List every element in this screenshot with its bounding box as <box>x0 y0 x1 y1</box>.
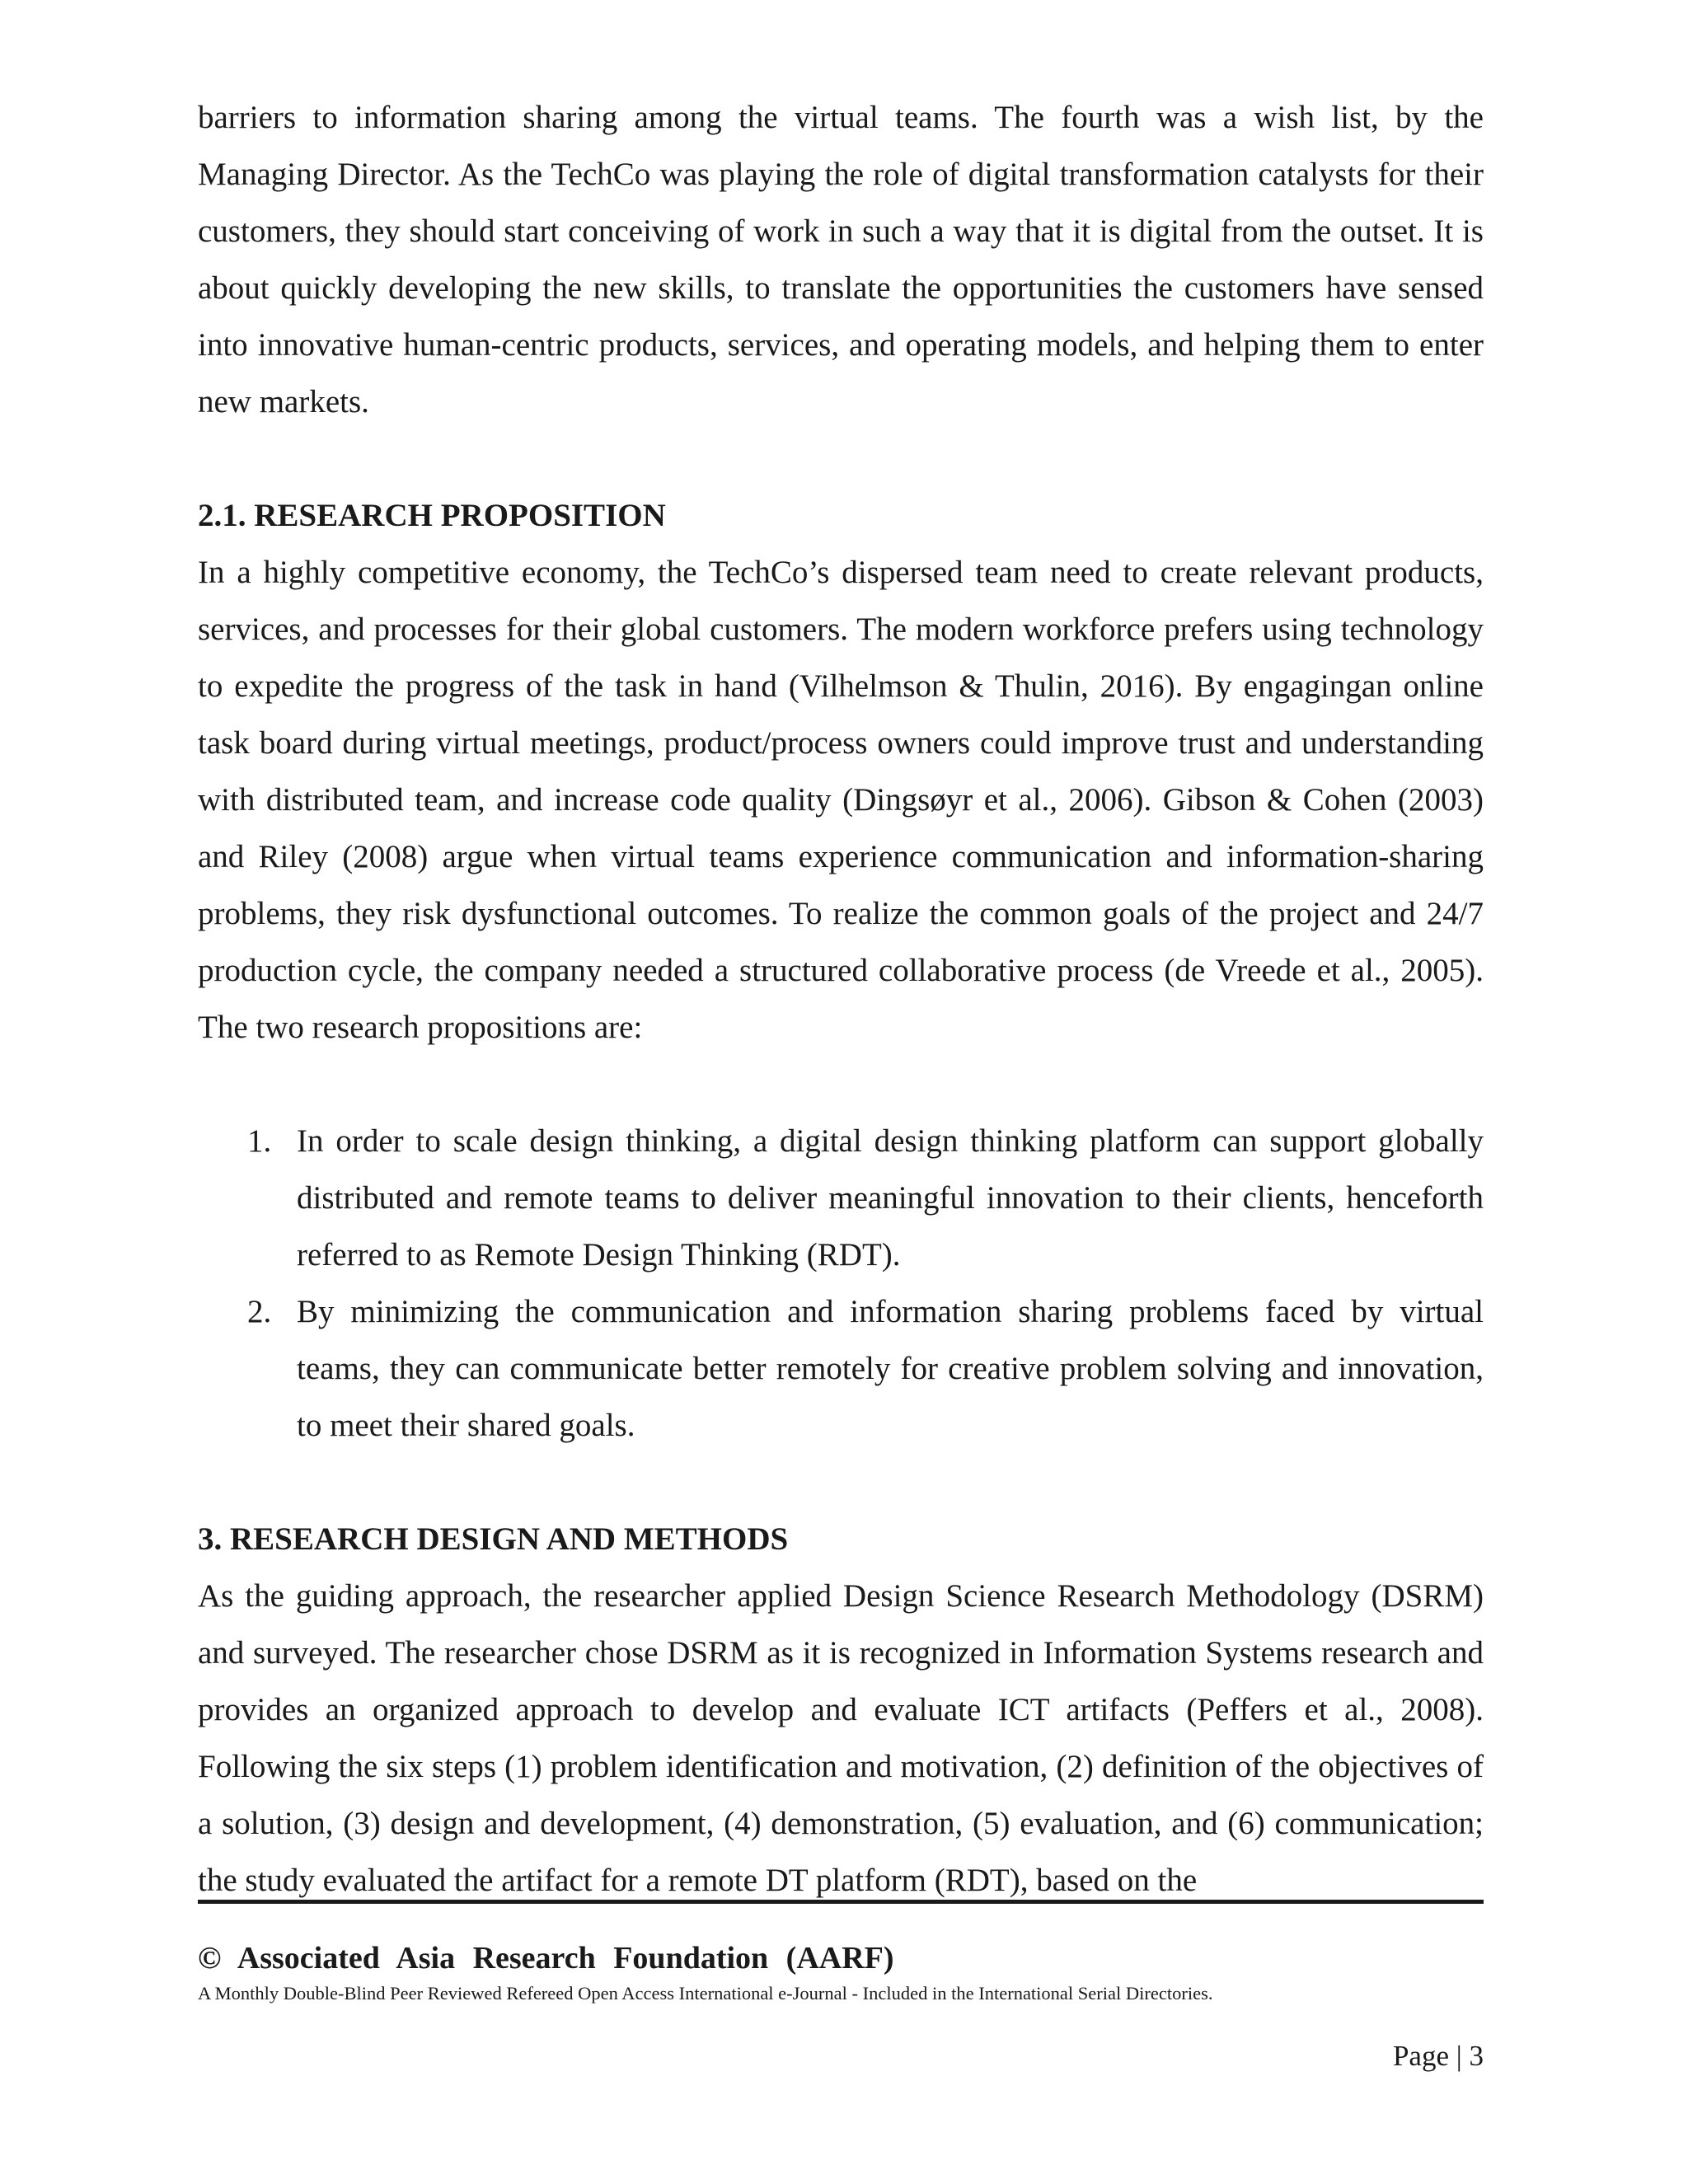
section-heading-research-proposition: 2.1. RESEARCH PROPOSITION <box>198 498 666 533</box>
footer-subtitle: A Monthly Double-Blind Peer Reviewed Refereed Open Access International e-Journal - Included in the International Serial Directories. <box>198 1983 1213 2004</box>
footer-title: © Associated Asia Research Foundation (AARF) <box>198 1941 894 1975</box>
research-proposition-paragraph: In a highly competitive economy, the TechCo’s dispersed team need to create relevant products, services, and processes for their global customers. The modern workforce prefers using technology to expedite the progress of the task in hand (Vilhelmson & Thulin, 2016). By engagingan online task board during virtual meetings, product/process owners could improve trust and understanding with distributed team, and increase code quality (Dingsøyr et al., 2006). Gibson & Cohen (2003) and Riley (2008) argue when virtual teams experience communication and information-sharing problems, they risk dysfunctional outcomes. To realize the common goals of the project and 24/7 production cycle, the company needed a structured collaborative process (de Vreede et al., 2005). The two research propositions are: <box>198 555 1484 1045</box>
list-item <box>198 1283 1484 1454</box>
list-item-number: 2. <box>247 1294 272 1329</box>
list-item-number: 1. <box>247 1123 272 1159</box>
footer-divider <box>198 1900 1484 1904</box>
page-number: Page | 3 <box>1392 2040 1484 2072</box>
section-heading-research-design: 3. RESEARCH DESIGN AND METHODS <box>198 1521 789 1557</box>
propositions-list <box>198 1113 1484 1454</box>
spacer <box>198 1056 1484 1113</box>
intro-paragraph: barriers to information sharing among the virtual teams. The fourth was a wish list, by the Managing Director. As the TechCo was playing the role of digital transformation catalysts for their customers, they should start conceiving of work in such a way that it is digital from the outset. It is about quickly developing the new skills, to translate the opportunities the customers have sensed into innovative human-centric products, services, and operating models, and helping them to enter new markets. <box>198 100 1484 419</box>
list-item <box>198 1113 1484 1283</box>
research-design-paragraph: As the guiding approach, the researcher applied Design Science Research Methodology (DSRM) and surveyed. The researcher chose DSRM as it is recognized in Information Systems research and provides an organized approach to develop and evaluate ICT artifacts (Peffers et al., 2008). Following the six steps (1) problem identification and motivation, (2) definition of the objectives of a solution, (3) design and development, (4) demonstration, (5) evaluation, and (6) communication; the study evaluated the artifact for a remote DT platform (RDT), based on the <box>198 1578 1484 1898</box>
spacer <box>198 430 1484 487</box>
list-item-text: By minimizing the communication and information sharing problems faced by virtual teams, they can communicate better remotely for creative problem solving and innovation, to meet their shared goals. <box>297 1294 1484 1443</box>
page-content <box>198 89 1484 1909</box>
spacer <box>198 1454 1484 1511</box>
list-item-text: In order to scale design thinking, a digital design thinking platform can support globally distributed and remote teams to deliver meaningful innovation to their clients, henceforth referred to as Remote Design Thinking (RDT). <box>297 1123 1484 1272</box>
